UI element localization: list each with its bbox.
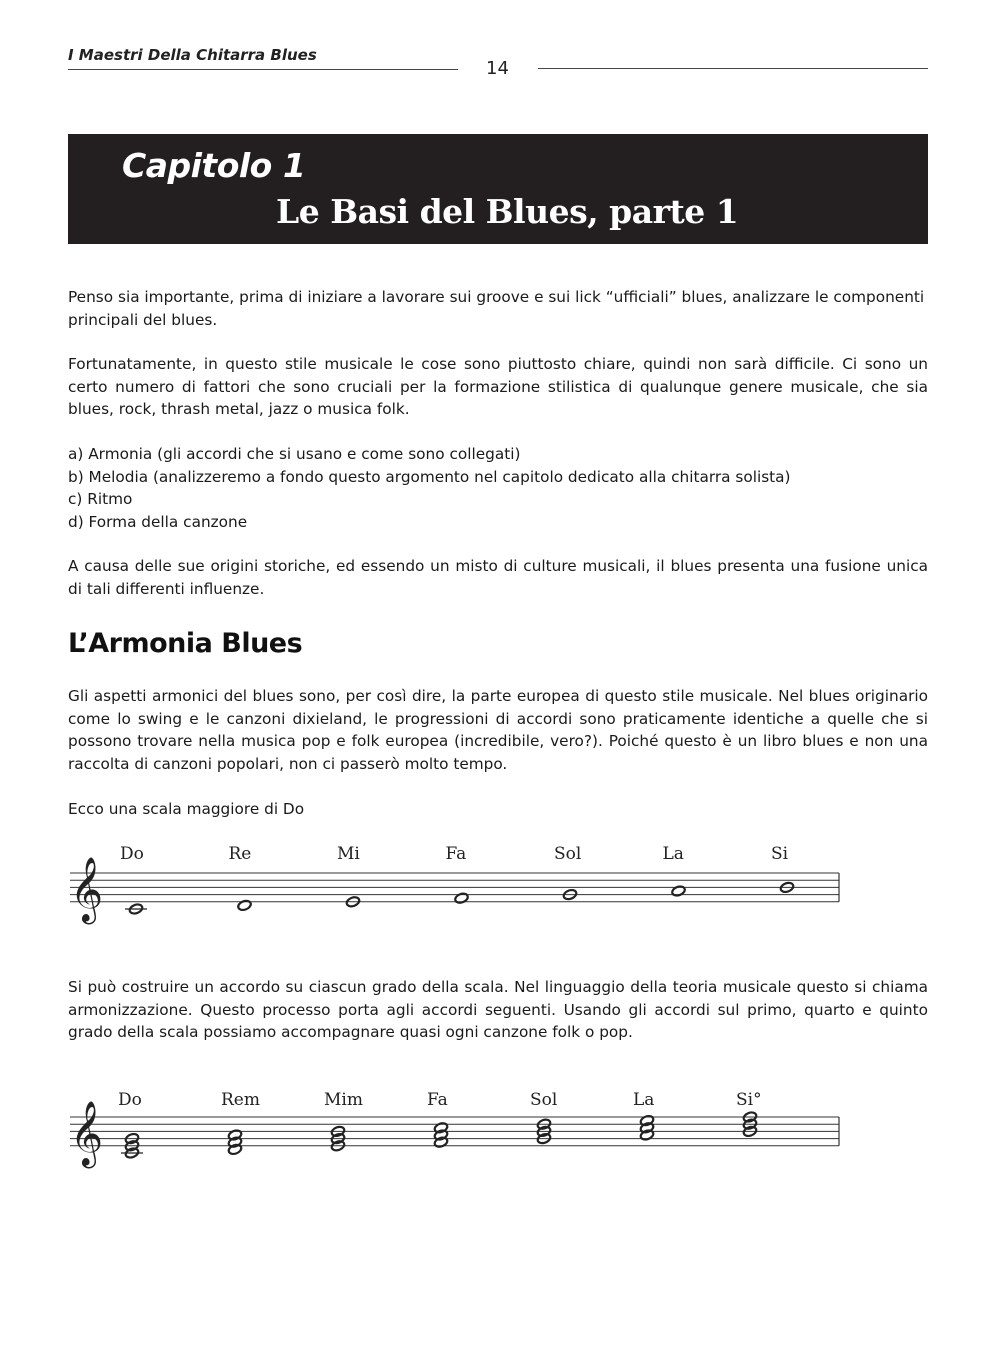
list-item: d) Forma della canzone (68, 512, 248, 531)
note-name: Do (120, 844, 144, 864)
list-item: c) Ritmo (68, 490, 133, 508)
note-name: Re (228, 844, 252, 864)
intro-paragraph-2: Fortunatamente, in questo stile musicale le cose sono piuttosto chiare, quindi non sarà difficile. Ci sono un certo numero di fattori che sono cruciali per la formazione stilistica di qualunque genere musicale, che sia blues, rock, thrash metal, jazz o musica folk. (68, 355, 928, 418)
section-heading: L’Armonia Blues (68, 628, 303, 659)
scale-staff (66, 840, 846, 920)
note (454, 892, 469, 904)
components-list (68, 443, 928, 533)
note-name: Si (771, 844, 789, 864)
note-name: Sol (554, 844, 582, 864)
chord-name: Sol (530, 1090, 558, 1110)
chord-name: Si° (736, 1090, 762, 1110)
section-paragraph-2: Si può costruire un accordo su ciascun grado della scala. Nel linguaggio della teoria musicale questo si chiama armonizzazione. Questo processo porta agli accordi seguenti. Usando gli accordi sul primo, quarto e quinto grado della scala possiamo accompagnare quasi ogni canzone folk o pop. (68, 978, 928, 1041)
treble-clef-icon: 𝄞 (70, 1100, 104, 1166)
book-title: I Maestri Della Chitarra Blues (68, 46, 317, 64)
chord-name: Rem (221, 1090, 260, 1110)
note-name: Mi (337, 844, 360, 864)
chapter-label: Capitolo 1 (122, 146, 306, 185)
chapter-title: Le Basi del Blues, parte 1 (276, 192, 739, 231)
chord-name: Do (118, 1090, 142, 1110)
chord-name: Mim (324, 1090, 363, 1110)
chord-name: La (633, 1090, 655, 1110)
section-paragraph-1: Gli aspetti armonici del blues sono, per così dire, la parte europea di questo stile musicale. Nel blues originario come lo swing e le canzoni dixieland, le progressioni di accordi sono praticamente identiche a quelle che si possono trovare nella musica pop e folk europea (incredibile, vero?). Poiché questo è un libro blues e non una raccolta di canzoni popolari, non ci passerò molto tempo. (68, 687, 928, 773)
scale-intro-text: Ecco una scala maggiore di Do (68, 800, 305, 818)
header-rule-right (538, 68, 928, 69)
treble-clef-icon: 𝄞 (70, 856, 104, 922)
chord-name: Fa (427, 1090, 448, 1110)
intro-paragraph-1: Penso sia importante, prima di iniziare a lavorare sui groove e sui lick “ufficiali” blues, analizzare le componenti principali del blues. (68, 288, 925, 329)
list-item: a) Armonia (gli accordi che si usano e come sono collegati) (68, 445, 521, 463)
chord-staff-notation (66, 1086, 846, 1176)
note-name: La (662, 844, 684, 864)
note (671, 885, 686, 897)
page-number: 14 (486, 58, 509, 79)
intro-paragraph-3: A causa delle sue origini storiche, ed essendo un misto di culture musicali, il blues presenta una fusione unica di tali differenti influenze. (68, 557, 928, 598)
chord-staff (66, 1086, 846, 1176)
header-rule-left (68, 69, 458, 70)
note (237, 899, 252, 911)
list-item: b) Melodia (analizzeremo a fondo questo argomento nel capitolo dedicato alla chitarra solista) (68, 467, 791, 486)
note-name: Fa (445, 844, 467, 864)
